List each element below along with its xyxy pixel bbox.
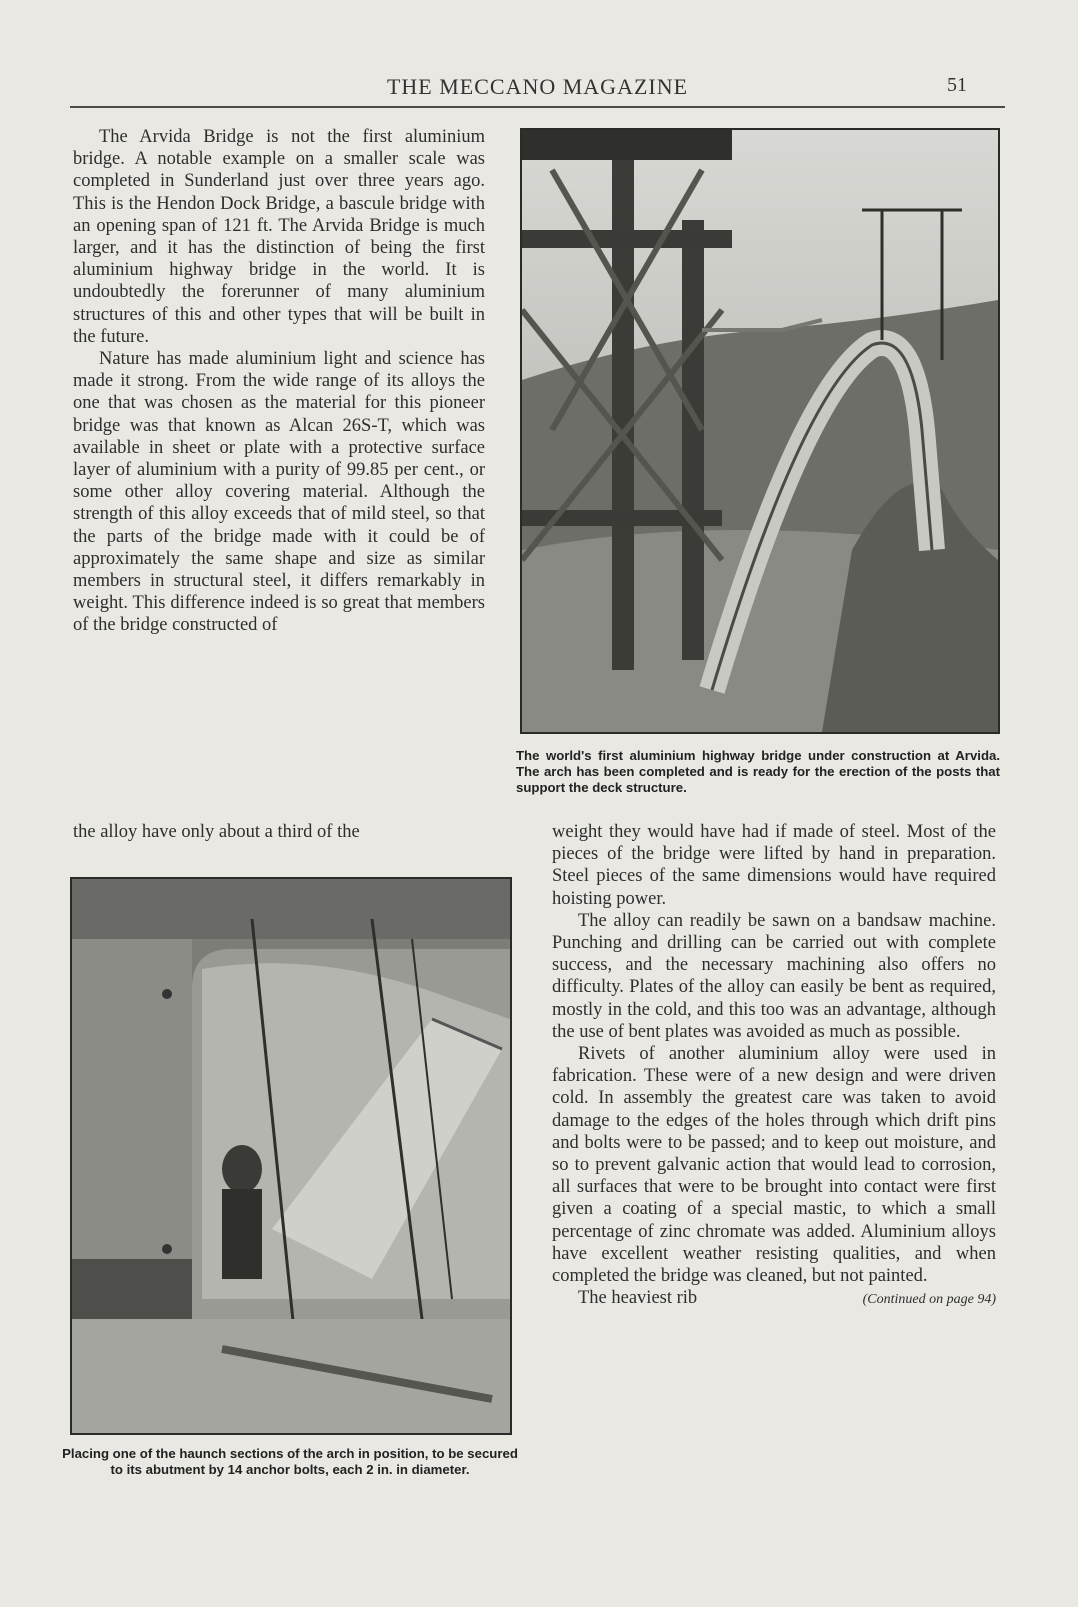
bottom-figure-caption: Placing one of the haunch sections of the arch in position, to be secured to its abutment by 14 anchor bolts, each 2 in. in diameter. (62, 1446, 518, 1477)
magazine-title: THE MECCANO MAGAZINE (386, 74, 689, 99)
haunch-section-photo (70, 877, 512, 1435)
final-fragment: The heaviest rib (578, 1288, 698, 1309)
article-paragraph: Rivets of another aluminium alloy were used in fabrication. These were of a new design and were driven cold. In assembly the greatest care was taken to avoid damage to the edges of the holes through which drift pins and bolts were to be passed; and to keep out moisture, and so to prevent galvanic action that would lead to corrosion, all surfaces that were to be brought into contact were first given a coating of a special mastic, to which a small percentage of zinc chromate was added. Aluminium alloys have excellent weather resisting qualities, and when completed the bridge was cleaned, but not painted. (552, 1044, 996, 1287)
right-column (552, 821, 996, 1311)
article-paragraph-continued: weight they would have had if made of steel. Most of the pieces of the bridge were lifted by hand in preparation. Steel pieces of the same dimensions would have required hoisting power. (552, 822, 996, 909)
haunch-section-illustration (72, 879, 510, 1433)
top-figure-caption: The world's first aluminium highway bridge under construction at Arvida. The arch has been completed and is ready for the erection of the posts that support the deck structure. (516, 748, 1000, 795)
bridge-arch-illustration (522, 130, 998, 732)
page-header (70, 72, 1005, 108)
page-number: 51 (947, 74, 967, 96)
continued-note: (Continued on page 94) (862, 1292, 996, 1308)
article-span-line: the alloy have only about a third of the (73, 822, 360, 842)
bridge-arch-photo (520, 128, 1000, 734)
article-paragraph: The Arvida Bridge is not the first aluminium bridge. A notable example on a smaller scale was completed in Sunderland just over three years ago. This is the Hendon Dock Bridge, a bascule bridge with an opening span of 121 ft. The Arvida Bridge is much larger, and it has the distinction of being the first aluminium highway bridge in the world. It is undoubtedly the forerunner of many aluminium structures of this and other types that will be built in the future. (73, 127, 485, 347)
article-paragraph: The alloy can readily be sawn on a bandsaw machine. Punching and drilling can be carried out with complete success, and the necessary machining also offers no difficulty. Plates of the alloy can easily be bent as required, mostly in the cold, and this too was an advantage, although the use of bent plates was avoided as much as possible. (552, 910, 996, 1042)
article-paragraph-final (552, 1287, 996, 1309)
article-paragraph: Nature has made aluminium light and science has made it strong. From the wide range of its alloys the one that was chosen as the material for this pioneer bridge was that known as Alcan 26S-T, which was available in sheet or plate with a protective surface layer of aluminium with a purity of 99.85 per cent., or some other alloy covering material. Although the strength of this alloy exceeds that of mild steel, so that the parts of the bridge made with it could be of approximately the same shape and size as similar members in structural steel, it differs remarkably in weight. This difference indeed is so great that members of the bridge constructed of (73, 349, 485, 636)
left-column (73, 126, 485, 637)
